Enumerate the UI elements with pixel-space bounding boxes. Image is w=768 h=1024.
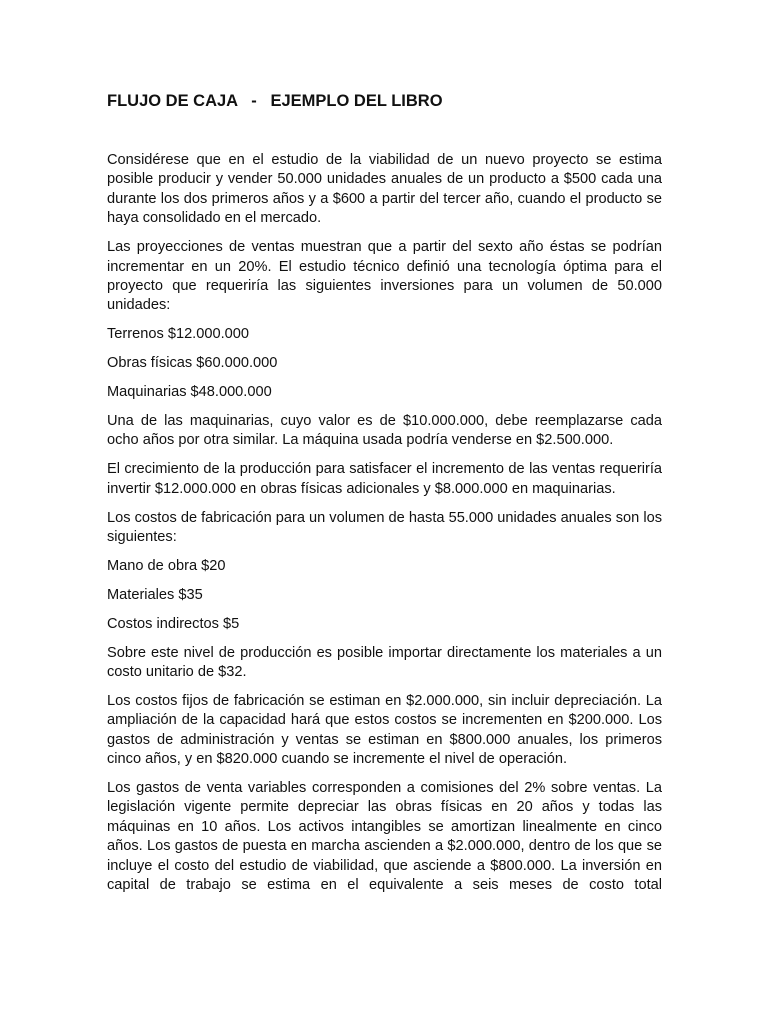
investment-item-maquinarias: Maquinarias $48.000.000 [107, 384, 272, 401]
document-title: FLUJO DE CAJA - EJEMPLO DEL LIBRO [107, 92, 443, 110]
cost-item-materiales: Materiales $35 [107, 586, 203, 603]
paragraph-growth: El crecimiento de la producción para satisfacer el incremento de las ventas requeriría invertir $12.000.000 en obras físicas adicionales y $8.000.000 en maquinarias. [107, 461, 662, 497]
cost-item-indirectos: Costos indirectos $5 [107, 615, 240, 632]
paragraph-import: Sobre este nivel de producción es posible importar directamente los materiales a un costo unitario de $32. [107, 644, 662, 681]
investment-item-obras: Obras físicas $60.000.000 [107, 355, 278, 372]
paragraph-fixed-costs: Los costos fijos de fabricación se estiman en $2.000.000, sin incluir depreciación. La ampliación de la capacidad hará que estos costos se incrementen en $200.000. Los gastos de administración y ventas se estiman en $800.000 anuales, los primeros cinco años, y en $820.000 cuando se incremente el nivel de operación. [107, 692, 662, 768]
investment-item-terrenos: Terrenos $12.000.000 [107, 326, 249, 343]
paragraph-costs-intro: Los costos de fabricación para un volumen de hasta 55.000 unidades anuales son los siguientes: [107, 509, 662, 545]
paragraph-intro: Considérese que en el estudio de la viabilidad de un nuevo proyecto se estima posible producir y vender 50.000 unidades anuales de un producto a $500 cada una durante los dos primeros años y a $600 a partir del tercer año, cuando el producto se haya consolidado en el mercado. [107, 152, 662, 227]
paragraph-replacement: Una de las maquinarias, cuyo valor es de $10.000.000, debe reemplazarse cada ocho años por otra similar. La máquina usada podría venderse en $2.500.000. [107, 412, 662, 449]
cost-item-mano-de-obra: Mano de obra $20 [107, 557, 226, 574]
paragraph-projections: Las proyecciones de ventas muestran que a partir del sexto año éstas se podrían incrementar en un 20%. El estudio técnico definió una tecnología óptima para el proyecto que requeriría las siguientes inversiones para un volumen de 50.000 unidades: [107, 239, 662, 314]
paragraph-variable-costs: Los gastos de venta variables corresponden a comisiones del 2% sobre ventas. La legislación vigente permite depreciar las obras físicas en 20 años y todas las máquinas en 10 años. Los activos intangibles se amortizan linealmente en cinco años. Los gastos de puesta en marcha ascienden a $2.000.000, dentro de los que se incluye el costo del estudio de viabilidad, que asciende a $800.000. La inversión en capital de trabajo se estima en el equivalente a seis meses de costo total [107, 780, 662, 894]
